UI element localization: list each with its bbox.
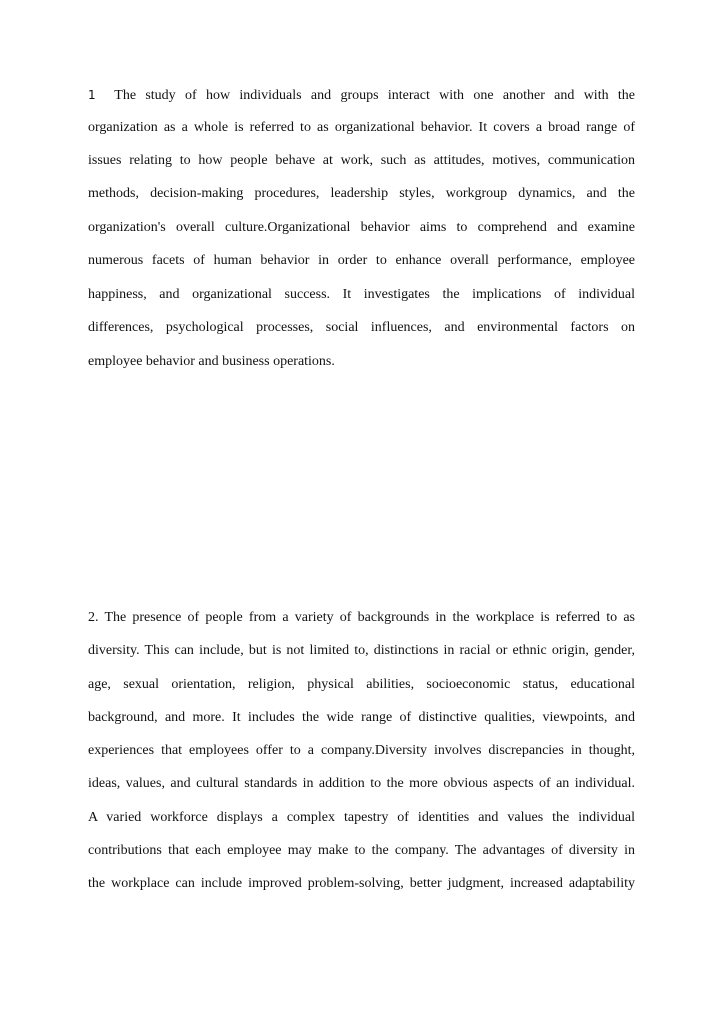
paragraph-1-line-7: happiness, and organizational success. It investigates the implications of individual (88, 287, 635, 302)
paragraph-2-line-5: experiences that employees offer to a company.Diversity involves discrepancies in thought, (88, 743, 635, 758)
paragraph-2-line-2: diversity. This can include, but is not limited to, distinctions in racial or ethnic origin, gender, (88, 643, 635, 658)
paragraph-1-line-1-text: The study of how individuals and groups interact with one another and with the (114, 88, 635, 103)
paragraph-2-line-7: A varied workforce displays a complex tapestry of identities and values the individual (88, 810, 635, 825)
paragraph-1-line-8: differences, psychological processes, social influences, and environmental factors on (88, 320, 635, 335)
paragraph-1-line-2: organization as a whole is referred to as organizational behavior. It covers a broad range of (88, 120, 635, 135)
paragraph-1-line-3: issues relating to how people behave at work, such as attitudes, motives, communication (88, 153, 635, 168)
paragraph-1-line-5: organization's overall culture.Organizational behavior aims to comprehend and examine (88, 220, 635, 235)
paragraph-1-line-4: methods, decision-making procedures, leadership styles, workgroup dynamics, and the (88, 186, 635, 201)
paragraph-2-line-8: contributions that each employee may make to the company. The advantages of diversity in (88, 843, 635, 858)
paragraph-1-number: 1 (88, 88, 96, 102)
paragraph-2-line-9: the workplace can include improved problem-solving, better judgment, increased adaptability (88, 876, 635, 891)
paragraph-1-line-1 (88, 84, 635, 106)
paragraph-2-line-4: background, and more. It includes the wide range of distinctive qualities, viewpoints, and (88, 710, 635, 725)
paragraph-2-line-1: 2. The presence of people from a variety of backgrounds in the workplace is referred to as (88, 610, 635, 625)
paragraph-1-line-6: numerous facets of human behavior in order to enhance overall performance, employee (88, 253, 635, 268)
paragraph-2-line-3: age, sexual orientation, religion, physical abilities, socioeconomic status, educational (88, 677, 635, 692)
paragraph-1-line-9: employee behavior and business operations. (88, 354, 335, 369)
paragraph-2-line-6: ideas, values, and cultural standards in addition to the more obvious aspects of an individual. (88, 776, 635, 791)
